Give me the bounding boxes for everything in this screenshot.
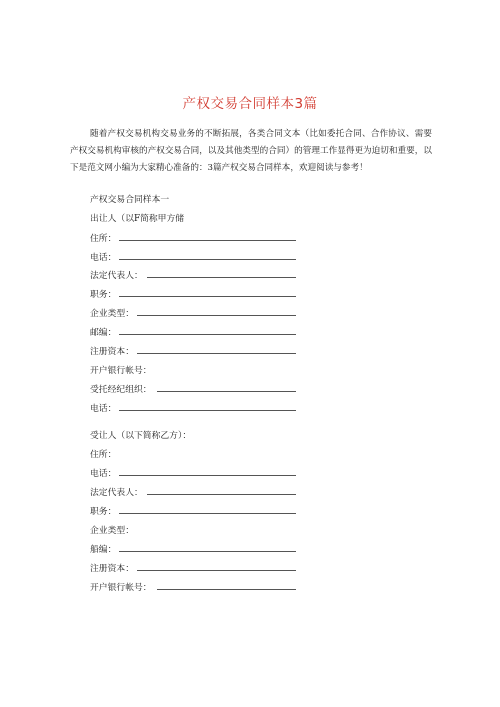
party-a-address-label: 住所：	[90, 234, 117, 244]
party-b-position-blank[interactable]	[119, 513, 296, 514]
party-b-position-label: 职务：	[90, 507, 117, 517]
party-b-legal-rep-label: 法定代表人：	[90, 488, 143, 498]
document-title: 产权交易合同样本3篇	[182, 96, 318, 112]
party-a-broker-label: 受托经纪组织：	[90, 385, 152, 395]
party-b-company-type-label: 企业类型：	[90, 526, 134, 536]
party-a-position-blank[interactable]	[119, 296, 296, 297]
party-a-postcode-blank[interactable]	[119, 334, 296, 335]
party-b-phone-blank[interactable]	[119, 475, 296, 476]
party-a-broker-blank[interactable]	[157, 391, 296, 392]
party-b-address-label: 住所：	[90, 450, 117, 460]
party-a-legal-rep-blank[interactable]	[147, 277, 296, 278]
party-b-heading: 受让人（以下简称乙方）：	[90, 431, 192, 441]
party-b-capital-label: 注册资本：	[90, 564, 134, 574]
party-b-legal-rep-blank[interactable]	[147, 494, 296, 495]
intro-paragraph	[70, 126, 432, 177]
party-a-heading: 出让人（以F简称甲方储	[90, 214, 185, 224]
party-a-position-label: 职务：	[90, 290, 117, 300]
party-a-postcode-label: 邮编：	[90, 328, 117, 338]
party-b-capital-blank[interactable]	[137, 570, 296, 571]
party-a-broker-phone-label: 电话：	[90, 404, 117, 414]
party-a-capital-blank[interactable]	[137, 353, 296, 354]
party-a-phone-label: 电话：	[90, 253, 117, 263]
party-a-broker-phone-blank[interactable]	[119, 410, 296, 411]
party-b-postcode-label: 船编：	[90, 545, 117, 555]
party-b-bank-account-label: 开户银行帐号：	[90, 583, 152, 593]
party-b-phone-label: 电话：	[90, 469, 117, 479]
party-a-company-type-blank[interactable]	[137, 315, 296, 316]
party-a-bank-account-label: 开户银行帐号：	[90, 366, 152, 376]
party-a-company-type-label: 企业类型：	[90, 309, 134, 319]
sample-heading: 产权交易合同样本一	[90, 195, 170, 205]
intro-text: 随着产权交易机构交易业务的不断拓展，各类合同文本（比如委托合同、合作协议、需要产权交易机构审核的产权交易合同，以及其他类型的合同）的管理工作显得更为迫切和重要，以下是范文网小编为大家精心准备的：3篇产权交易合同样本，欢迎阅读与参考！	[70, 129, 432, 173]
party-a-phone-blank[interactable]	[119, 259, 296, 260]
party-a-capital-label: 注册资本：	[90, 347, 134, 357]
party-a-legal-rep-label: 法定代表人：	[90, 271, 143, 281]
party-b-bank-account-blank[interactable]	[157, 589, 296, 590]
party-b-postcode-blank[interactable]	[119, 551, 296, 552]
party-a-address-blank[interactable]	[119, 240, 296, 241]
